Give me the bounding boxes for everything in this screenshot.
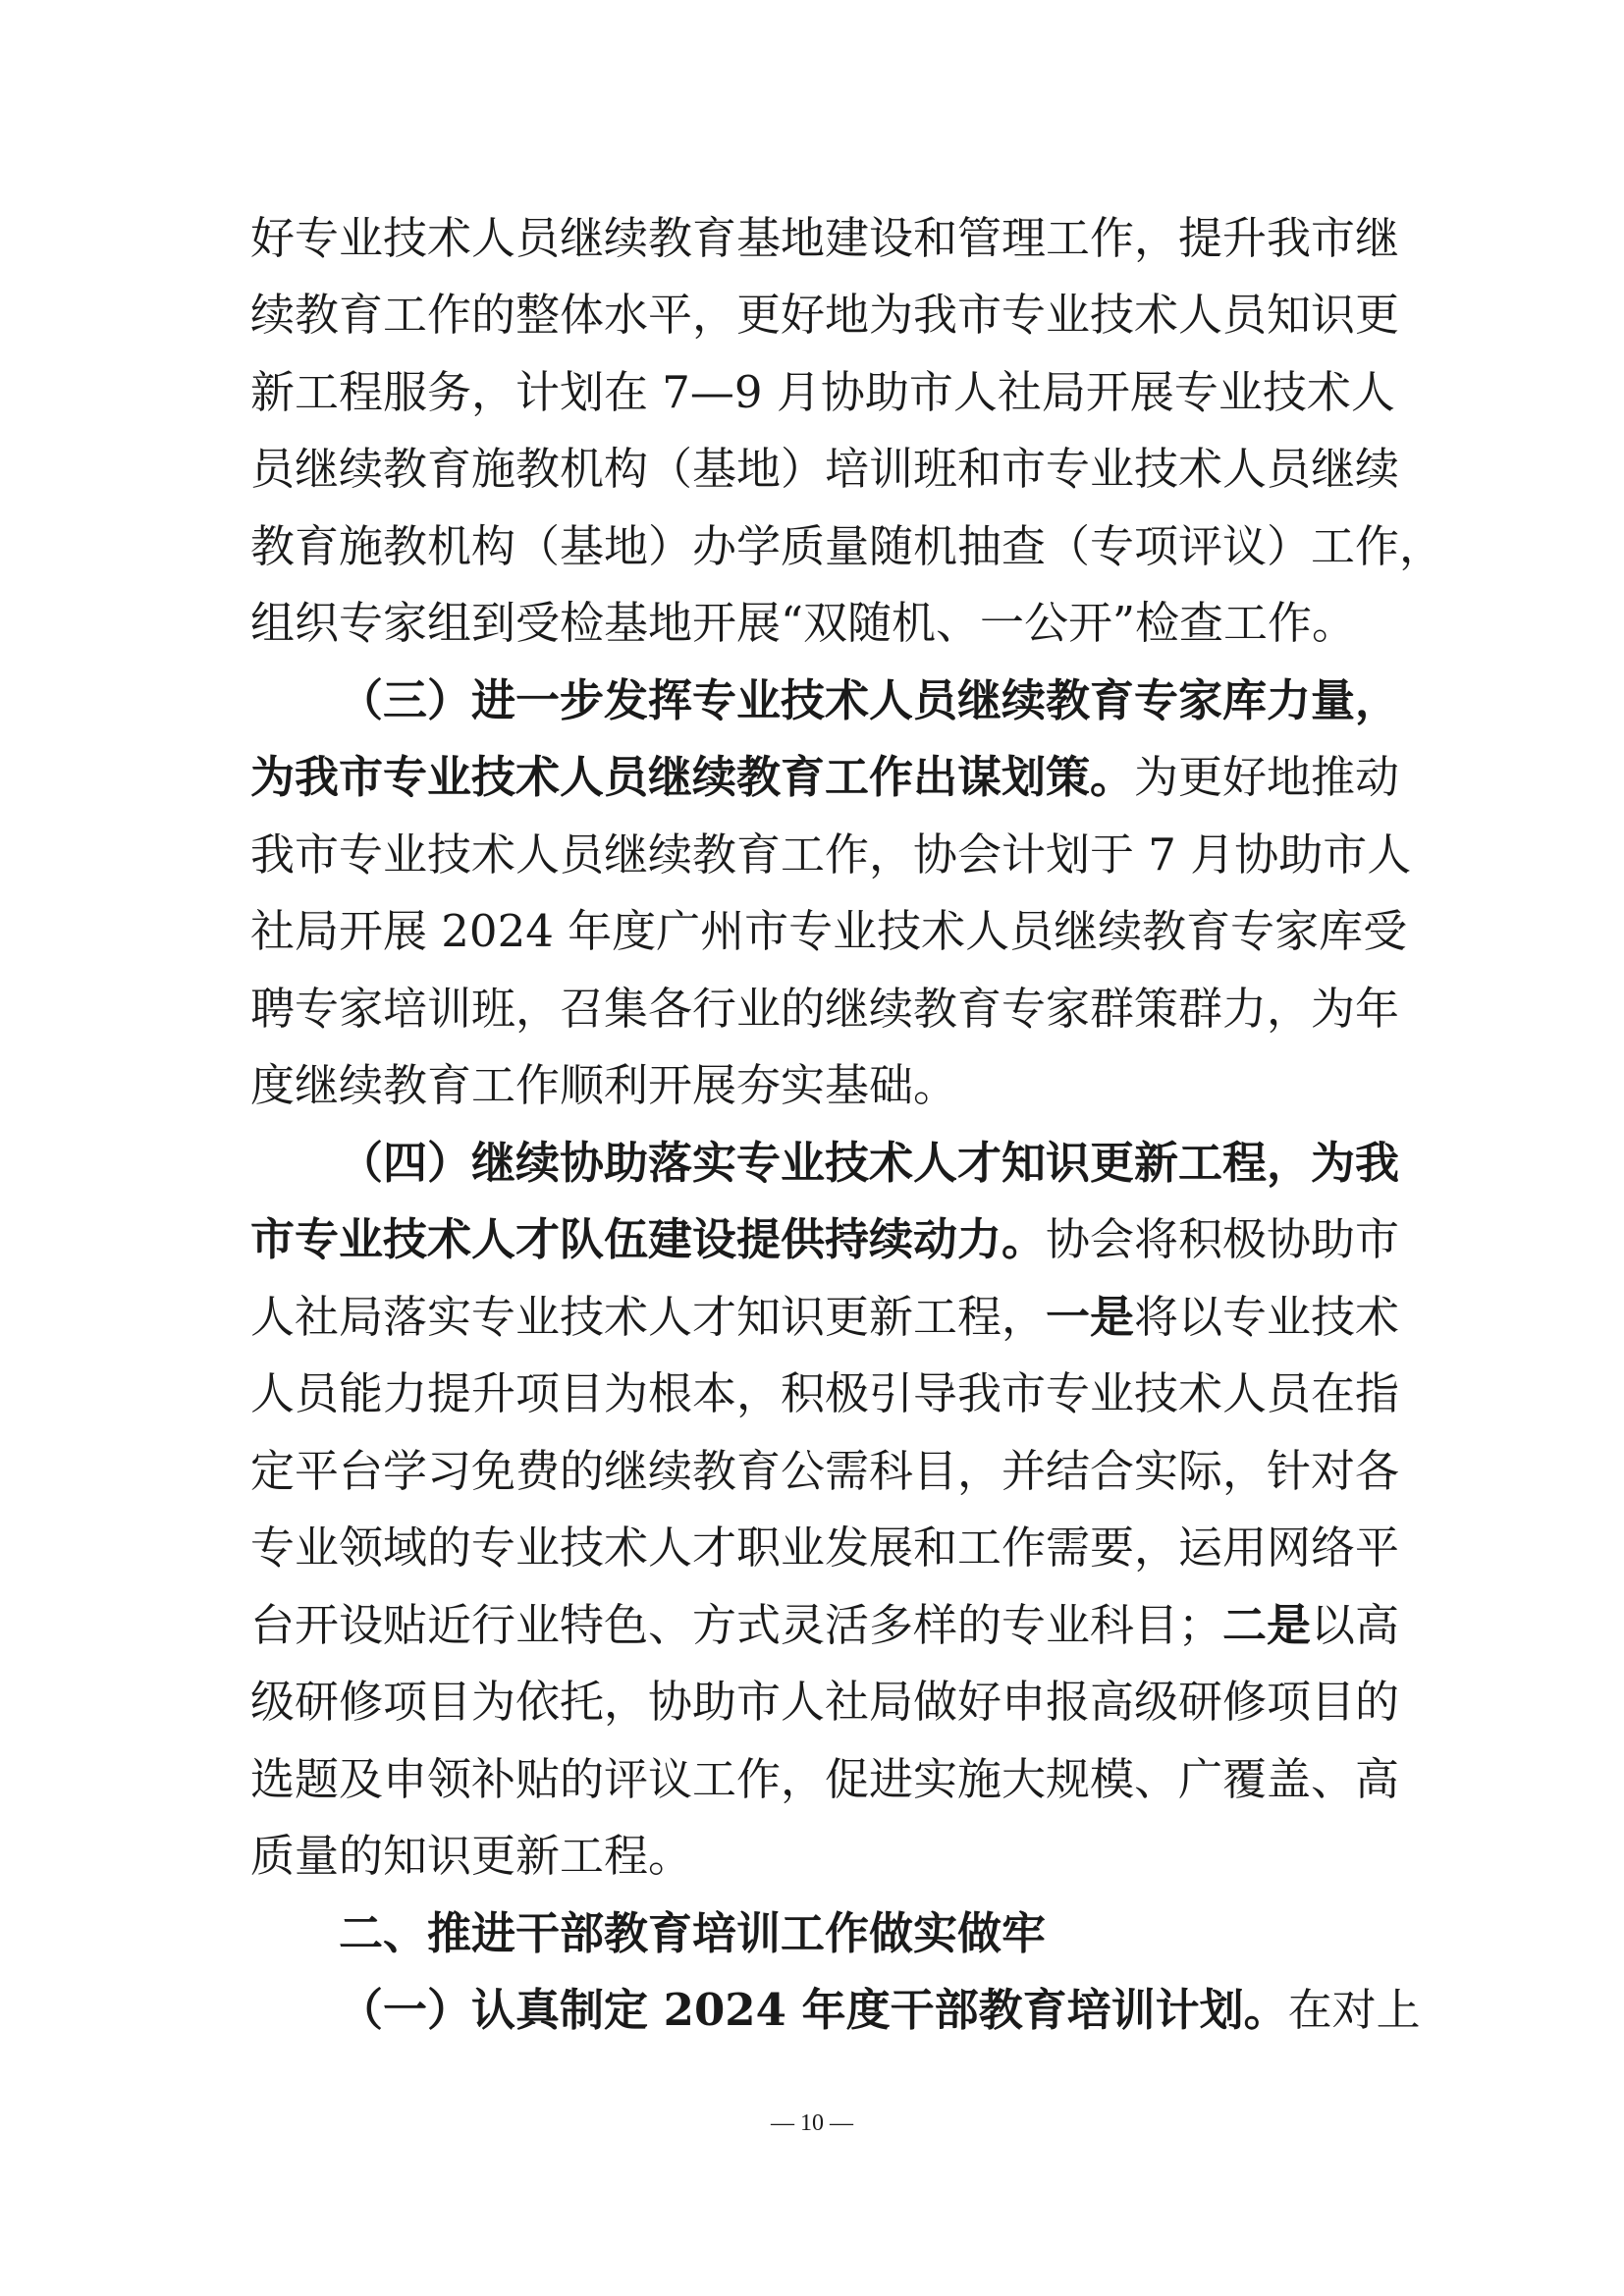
body-text-line: 专业领域的专业技术人才职业发展和工作需要，运用网络平	[250, 1522, 1400, 1574]
emphasis-second: 二是	[1222, 1599, 1312, 1651]
body-text-line	[250, 748, 1400, 807]
body-text-line: 定平台学习免费的继续教育公需科目，并结合实际，针对各	[250, 1445, 1400, 1497]
body-text-line: 度继续教育工作顺利开展夯实基础。	[250, 1059, 958, 1111]
section-heading-3: （三）进一步发挥专业技术人员继续教育专家库力量，	[339, 674, 1400, 726]
body-text-span: 台开设贴近行业特色、方式灵活多样的专业科目；	[250, 1599, 1223, 1651]
body-text-line: 续教育工作的整体水平，更好地为我市专业技术人员知识更	[250, 289, 1400, 341]
section-heading-4: （四）继续协助落实专业技术人才知识更新工程，为我	[339, 1137, 1400, 1189]
section-heading-4-cont: 市专业技术人才队伍建设提供持续动力。	[250, 1213, 1047, 1265]
section-heading-3-cont: 为我市专业技术人员继续教育工作出谋划策。	[250, 751, 1135, 803]
page-number: — 10 —	[771, 2110, 853, 2136]
body-text-line: 我市专业技术人员继续教育工作，协会计划于 7 月协助市人	[250, 828, 1412, 881]
body-text-line: 人员能力提升项目为根本，积极引导我市专业技术人员在指	[250, 1367, 1400, 1419]
body-text-line: 社局开展 2024 年度广州市专业技术人员继续教育专家库受	[250, 905, 1408, 957]
body-text-line: 员继续教育施教机构（基地）培训班和市专业技术人员继续	[250, 443, 1400, 495]
body-text-line: 级研修项目为依托，协助市人社局做好申报高级研修项目的	[250, 1676, 1400, 1728]
body-text-line	[339, 1981, 1421, 2040]
body-text-span: 为更好地推动	[1134, 751, 1400, 803]
body-text-line: 聘专家培训班，召集各行业的继续教育专家群策群力，为年	[250, 983, 1400, 1035]
section-heading-1: （一）认真制定 2024 年度干部教育培训计划。	[339, 1984, 1288, 2036]
body-text-span: 将以专业技术	[1134, 1291, 1400, 1343]
body-text-span: 在对上	[1287, 1984, 1421, 2036]
body-text-line	[250, 1596, 1400, 1655]
body-text-line: 好专业技术人员继续教育基地建设和管理工作，提升我市继	[250, 212, 1400, 264]
body-text-span: 人社局落实专业技术人才知识更新工程，	[250, 1291, 1047, 1343]
body-text-span: 协会将积极协助市	[1046, 1213, 1400, 1265]
body-text-span: 以高	[1311, 1599, 1400, 1651]
body-text-line	[250, 1210, 1400, 1269]
body-text-line: 教育施教机构（基地）办学质量随机抽查（专项评议）工作，	[250, 520, 1444, 572]
section-heading-2: 二、推进干部教育培训工作做实做牢	[339, 1907, 1047, 1959]
body-text-line: 质量的知识更新工程。	[250, 1830, 693, 1882]
body-text-line: 组织专家组到受检基地开展“双随机、一公开”检查工作。	[250, 597, 1357, 649]
body-text-line: 新工程服务，计划在 7—9 月协助市人社局开展专业技术人	[250, 366, 1395, 418]
body-text-line: 选题及申领补贴的评议工作，促进实施大规模、广覆盖、高	[250, 1753, 1400, 1805]
emphasis-first: 一是	[1046, 1291, 1135, 1343]
body-text-line	[250, 1288, 1400, 1347]
